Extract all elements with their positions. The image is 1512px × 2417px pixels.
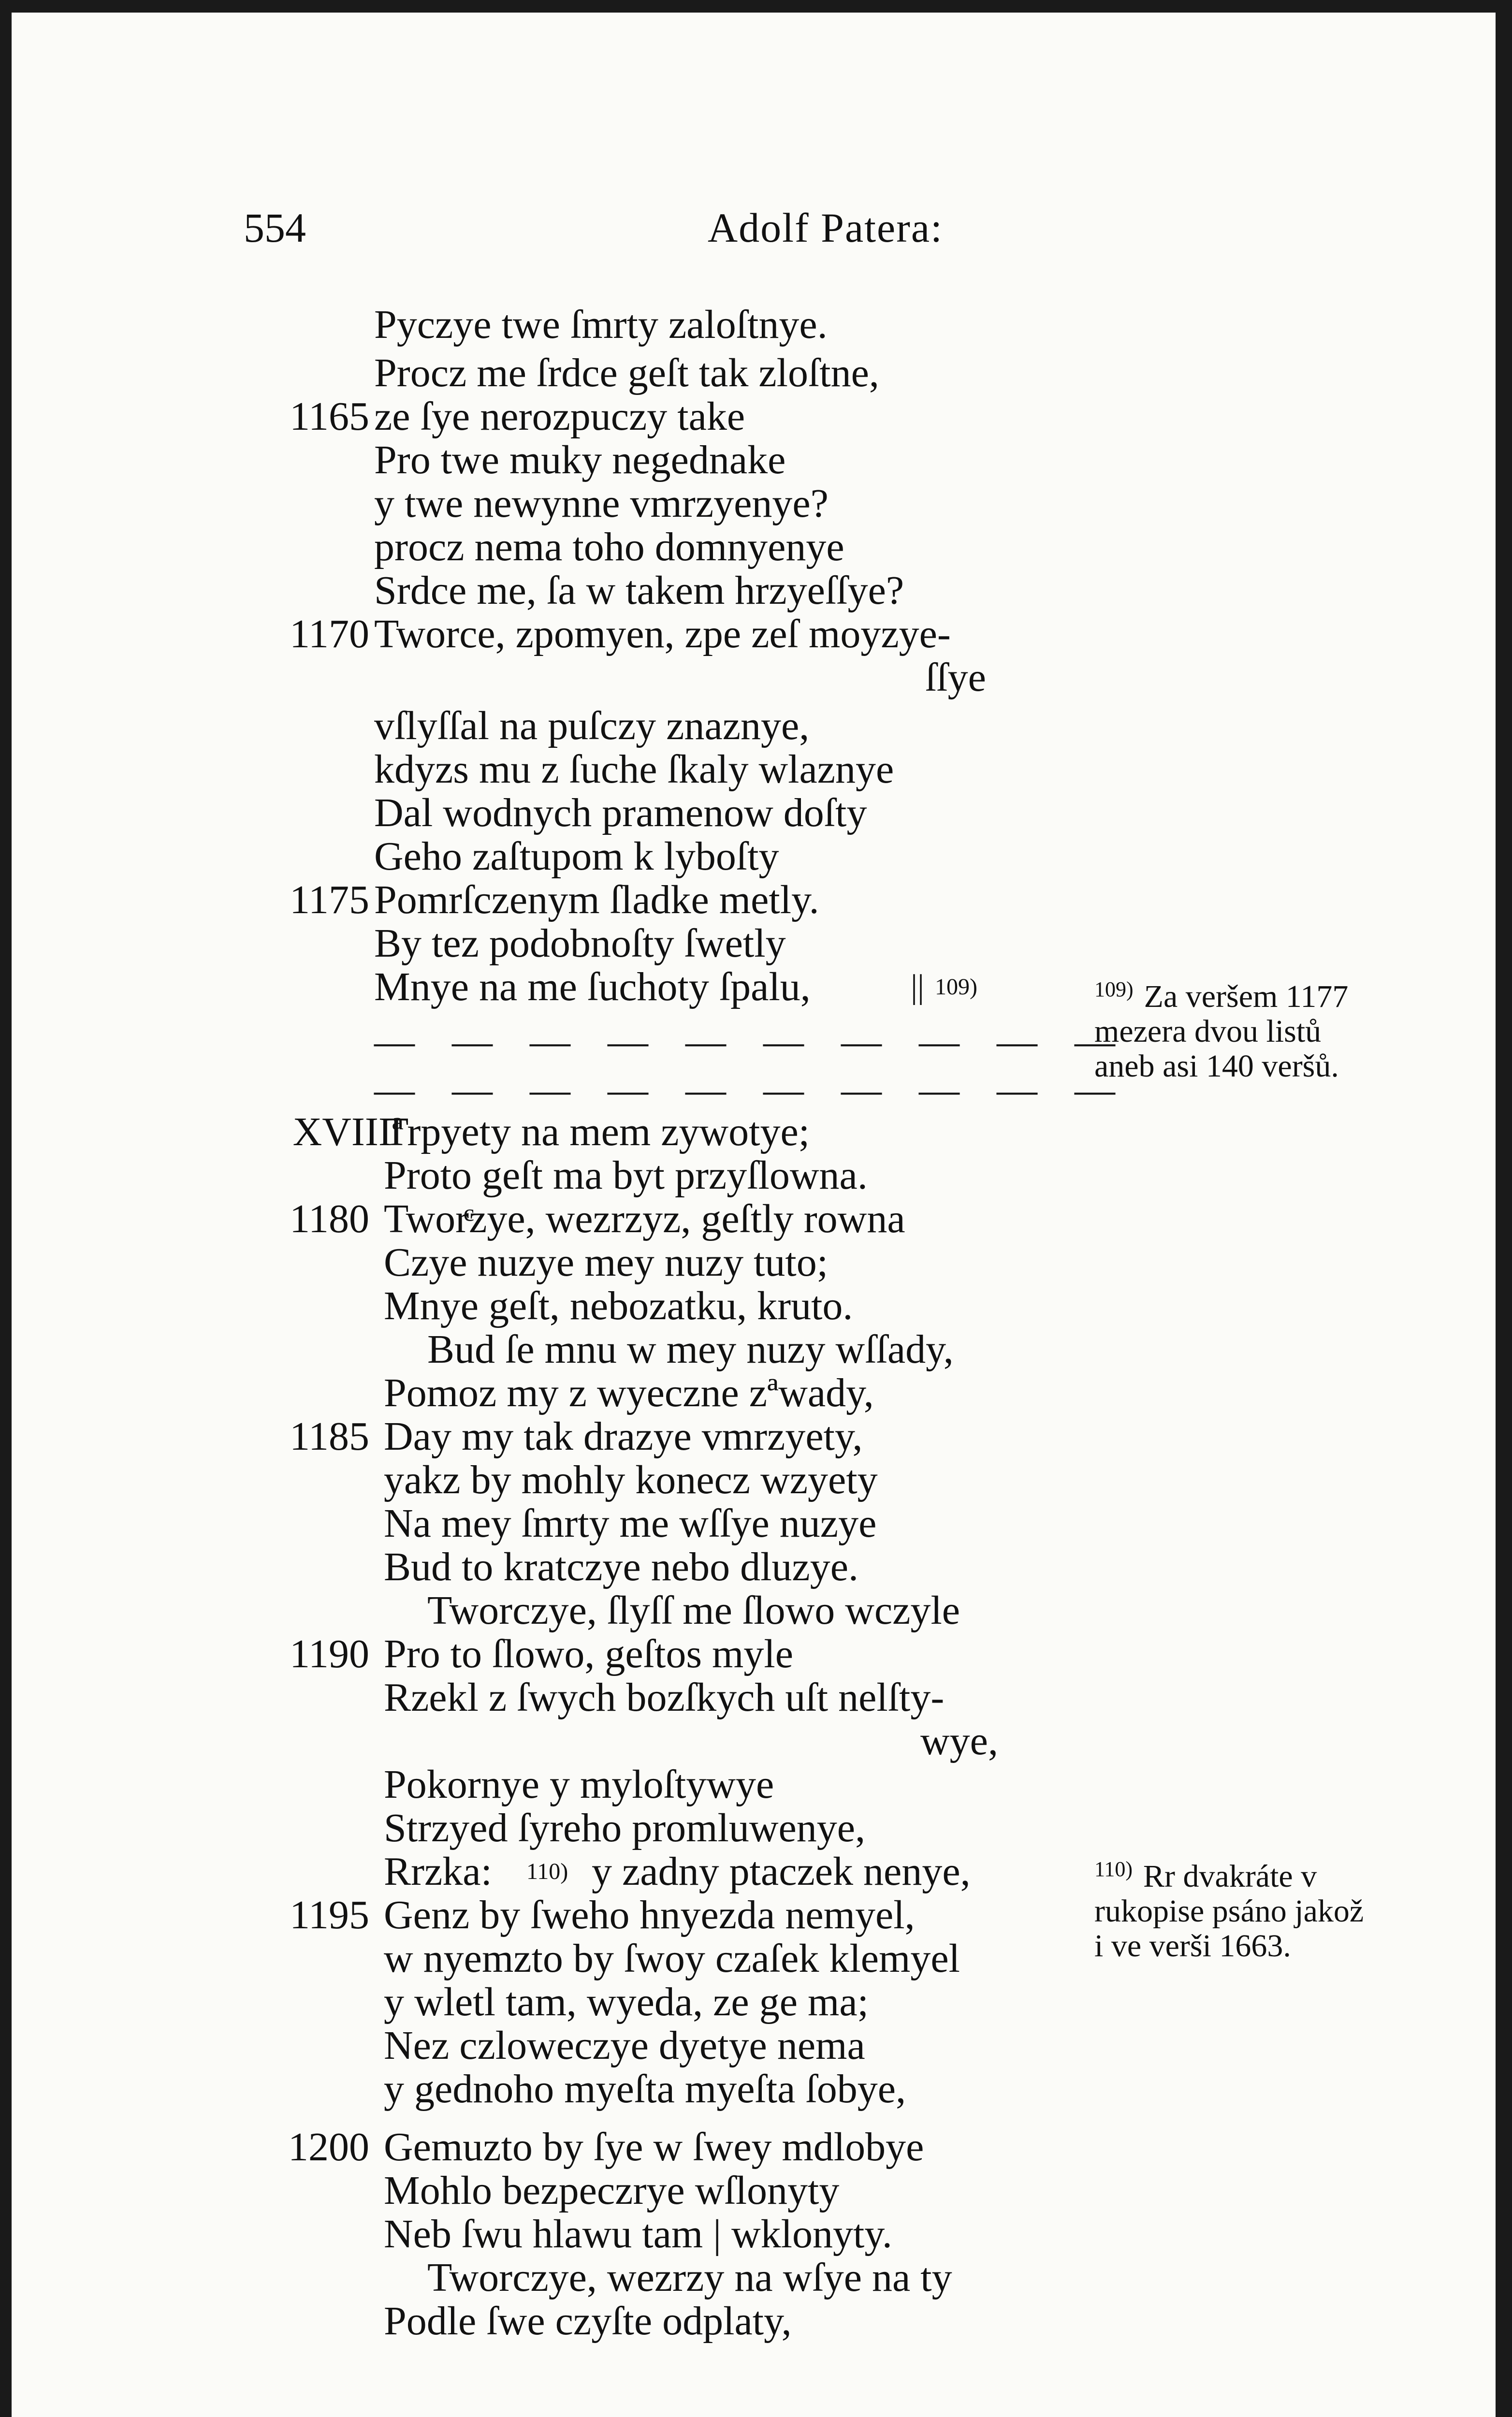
footnote-text: Za veršem 1177 mezera dvou listů aneb asi 140 veršů. bbox=[1094, 979, 1349, 1084]
page-header bbox=[12, 204, 1496, 262]
lacuna-marker: || bbox=[911, 968, 925, 1005]
lacuna-dashes: — — — — — — — — — — bbox=[374, 1019, 1129, 1064]
footnote-ref-109: 109) bbox=[935, 974, 977, 1000]
footnote-text: Rr dvakráte v rukopise psáno jakož i ve verši 1663. bbox=[1094, 1859, 1364, 1964]
verse-number: 1200 bbox=[288, 2125, 369, 2169]
verse-number: 1180 bbox=[290, 1196, 369, 1241]
verse-number: 1175 bbox=[290, 877, 369, 922]
footnote-ref-110: 110) bbox=[526, 1859, 568, 1884]
folio-mark: XVIIIª bbox=[292, 1109, 403, 1154]
verse-number: 1195 bbox=[290, 1893, 369, 1937]
verse-number: 1170 bbox=[290, 612, 369, 656]
verse-number: 1185 bbox=[290, 1414, 369, 1459]
running-head: Adolf Patera: bbox=[708, 204, 943, 251]
footnote-number: 110) bbox=[1094, 1857, 1133, 1881]
book-page: 554 Adolf Patera: Pyczye twe ſmrty zaloſtnye. Procz me ſrdce geſt tak zloſtne, 1165 ze ſye nerozpuczy take Pro twe muky negednake y twe newynne vmrzyenye? procz nema toho domnyenye Srdce me, ſa w takem hrzyeſſye? 1170 Tworce, zpomyen, zpe zeſ moyzye- ſſye vſlyſſal na puſczy znaznye, kdyzs mu z ſuche ſkaly wlaznye Dal wodnych pramenow doſty Geho zaſtupom k lyboſty 1175 Pomrſczenym ſladke metly. By tez podobnoſty ſwetly Mnye na me ſuchoty ſpalu, || $^{109)}$ — — — — — — — — — — — — — — — — — — — — XVIIIª Trpyety na mem zywotye; Proto geſt ma byt przyſlowna. 1180 Tworͨzye, wezrzyz, geſtly rowna Czye nuzye mey nuzy tuto; Mnye geſt, nebozatku, kruto. Bud ſe mnu w mey nuzy wſſady, Pomoz my z wyeczne zªwady, 1185 Day my tak drazye vmrzyety, yakz by mohly konecz wzyety Na mey ſmrty me wſſye nuzye Bud to kratczye nebo dluzye. Tworczye, ſlyſſ me ſlowo wczyle 1190 Pro to ſlowo, geſtos myle Rzekl z ſwych bozſkych uſt nelſty- wye, Pokornye y myloſtywye Strzyed ſyreho promluwenye, Rrzka: $^{110)}$ y zadny ptaczek nenye, 1195 Genz by ſweho hnyezda nemyel, w nyemzto by ſwoy czaſek klemyel y wletl tam, wyeda, ze ge ma; Nez czloweczye dyetye nema y gednoho myeſta myeſta ſobye, 1200 Gemuzto by ſye w ſwey mdlobye Mohlo bezpeczrye wſlonyty Neb ſwu hlawu tam | wklonyty. Tworczye, wezrzy na wſye na ty Podle ſwe czyſte odplaty, $^{109)}$ Za veršem 1177 mezera dvou listů aneb asi 140 veršů. $^{110)}$ Rr dvakráte v rukopise psáno jakož i ve verši 1663. bbox=[12, 13, 1496, 2417]
footnote-number: 109) bbox=[1094, 977, 1134, 1001]
verse-number: 1165 bbox=[290, 394, 369, 439]
footnote-109 bbox=[1094, 972, 1365, 1084]
verse-number: 1190 bbox=[290, 1631, 369, 1676]
lacuna-dashes: — — — — — — — — — — bbox=[374, 1067, 1129, 1112]
page-number: 554 bbox=[244, 204, 306, 251]
footnote-110 bbox=[1094, 1852, 1365, 1964]
